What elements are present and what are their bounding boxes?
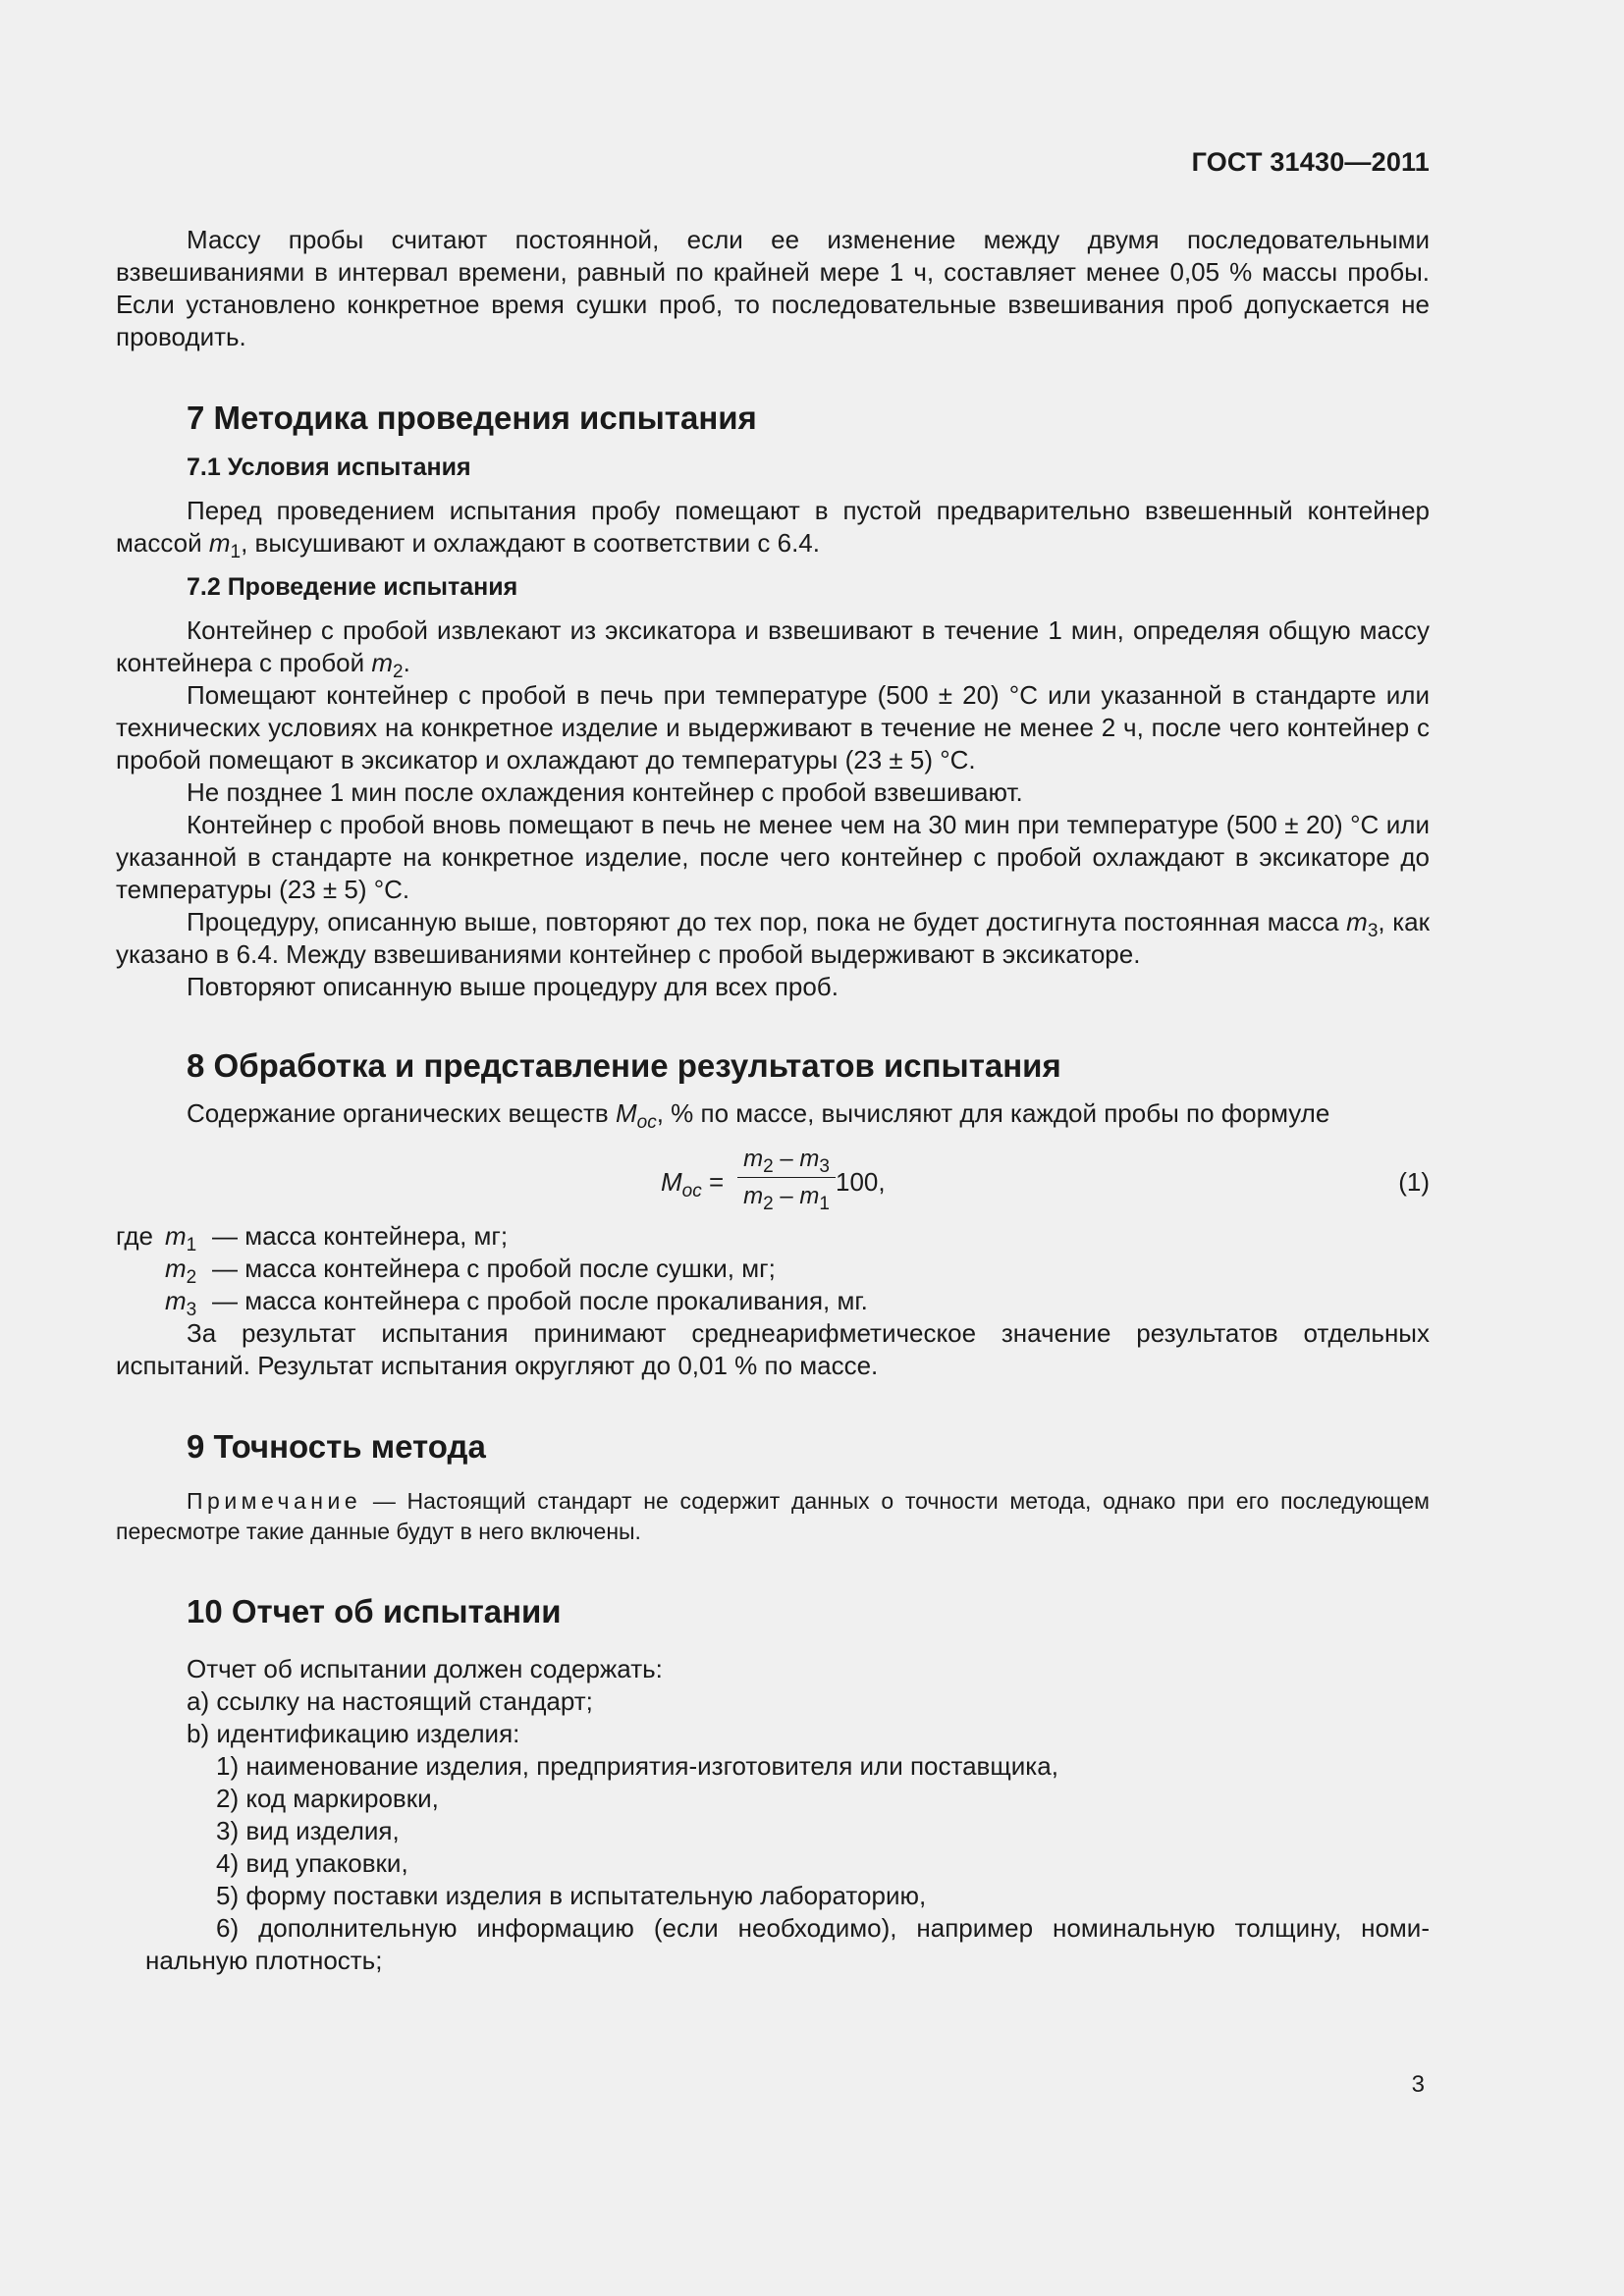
- list-item: 4) вид упаковки,: [216, 1848, 408, 1878]
- section-7-1-heading: 7.1 Условия испытания: [187, 454, 471, 481]
- section-7-2-paragraph-5: Процедуру, описанную выше, повторяют до тех пор, пока не будет достигнута постоянная масса $m_3$, как указано в 6.4. Между взвешиваниями контейнер с пробой выдерживают в эксикаторе.: [116, 907, 1431, 969]
- section-10-heading: 10 Отчет об испытании: [187, 1593, 562, 1629]
- where-line-1: где $m_1$ — масса контейнера, мг;: [116, 1221, 509, 1255]
- section-9-note: Примечание — Настоящий стандарт не содержит данных о точности метода, однако при его последующем пересмотре такие данные будут в него включены.: [116, 1488, 1430, 1544]
- list-item: 1) наименование изделия, предприятия-изготовителя или поставщика,: [216, 1751, 1058, 1781]
- list-item: 5) форму поставки изделия в испытательную лабораторию,: [216, 1881, 927, 1910]
- section-8-paragraph-2: За результат испытания принимают среднеарифметическое значение результатов отдельных испытаний. Результат испытания округляют до 0,01 % по массе.: [116, 1318, 1430, 1380]
- formula-fraction: [737, 1146, 836, 1214]
- list-item-6: 6) дополнительную информацию (если необходимо), например номинальную толщину, номи-: [216, 1913, 1430, 1943]
- list-item: 3) вид изделия,: [216, 1816, 400, 1845]
- formula-1: [116, 1146, 1430, 1220]
- section-7-2-paragraph-1: Контейнер с пробой извлекают из эксикатора и взвешивают в течение 1 мин, определяя общую массу контейнера с пробой $m_2$.: [116, 615, 1430, 682]
- where-line-2: $m_2$ — масса контейнера с пробой после сушки, мг;: [165, 1254, 776, 1288]
- document-id-header: ГОСТ 31430—2011: [1191, 147, 1430, 177]
- section-7-2-heading: 7.2 Проведение испытания: [187, 573, 518, 601]
- formula-denominator: $m_2 - m_1$: [743, 1183, 830, 1214]
- section-8-paragraph-1: Содержание органических веществ $M_{oc}$, % по массе, вычисляют для каждой пробы по формуле: [187, 1098, 1330, 1133]
- list-item-b: b) идентификацию изделия:: [187, 1719, 520, 1748]
- section-7-2-paragraph-6: Повторяют описанную выше процедуру для всех проб.: [187, 972, 839, 1001]
- section-7-2-paragraph-2: Помещают контейнер с пробой в печь при температуре (500 ± 20) °С или указанной в стандарте или технических условиях на конкретное изделие и выдерживают в течение не менее 2 ч, после чего контейнер с пробой помещают в эксикатор и охлаждают до температуры (23 ± 5) °С.: [116, 680, 1430, 774]
- list-item-6-continuation: нальную плотность;: [145, 1946, 383, 1975]
- formula-number: (1): [1398, 1167, 1430, 1197]
- page-number: 3: [1411, 2071, 1425, 2098]
- list-item-a: а) ссылку на настоящий стандарт;: [187, 1686, 593, 1716]
- report-intro: Отчет об испытании должен содержать:: [187, 1654, 663, 1683]
- note-label: Примечание: [187, 1488, 362, 1514]
- document-body: [116, 224, 1430, 1977]
- where-line-3: $m_3$ — масса контейнера с пробой после прокаливания, мг.: [165, 1286, 868, 1320]
- formula-numerator: $m_2 - m_3$: [737, 1146, 836, 1178]
- section-7-heading: 7 Методика проведения испытания: [187, 400, 757, 436]
- formula-lhs: $M_{oc}$ =: [661, 1167, 725, 1201]
- section-7-2-paragraph-3: Не позднее 1 мин после охлаждения контейнер с пробой взвешивают.: [187, 777, 1023, 807]
- section-7-1-paragraph: Перед проведением испытания пробу помещают в пустой предварительно взвешенный контейнер массой $m_1$, высушивают и охлаждают в соответствии с 6.4.: [116, 496, 1430, 562]
- section-7-2-paragraph-4: Контейнер с пробой вновь помещают в печь не менее чем на 30 мин при температуре (500 ± 20) °С или указанной в стандарте на конкретное изделие, после чего контейнер с пробой охлаждают в эксикаторе до температуры (23 ± 5) °С.: [116, 810, 1430, 904]
- formula-multiplier: 100,: [836, 1167, 886, 1197]
- section-9-heading: 9 Точность метода: [187, 1428, 486, 1465]
- intro-paragraph: Массу пробы считают постоянной, если ее изменение между двумя последовательными взвешиваниями в интервал времени, равный по крайней мере 1 ч, составляет менее 0,05 % массы пробы. Если установлено конкретное время сушки проб, то последовательные взвешивания проб допускается не проводить.: [116, 225, 1430, 351]
- report-contents-list: [116, 1653, 1430, 1977]
- list-item: 2) код маркировки,: [216, 1784, 439, 1813]
- section-8-heading: 8 Обработка и представление результатов испытания: [187, 1047, 1061, 1084]
